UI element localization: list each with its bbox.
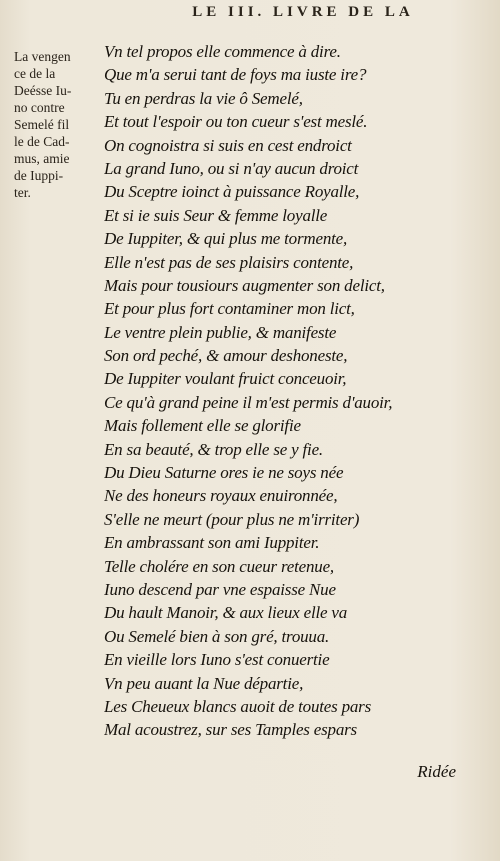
verse-line: De Iuppiter, & qui plus me tormente,: [104, 229, 348, 249]
margin-note-line: ter.: [14, 185, 31, 200]
verse-line: Mais follement elle se glorifie: [104, 416, 301, 436]
verse-line: Ne des honeurs royaux enuironnée,: [104, 486, 338, 506]
verse-line: En sa beauté, & trop elle se y fie.: [104, 439, 323, 459]
verse-line: Les Cheueux blancs auoit de toutes pars: [104, 696, 372, 716]
verse-line: Du Sceptre ioinct à puissance Royalle,: [104, 182, 360, 202]
verse-line: On cognoistra si suis en cest endroict: [104, 135, 352, 155]
verse-line: S'elle ne meurt (pour plus ne m'irriter): [104, 509, 360, 529]
verse-line: En vieille lors Iuno s'est conuertie: [104, 650, 330, 670]
verse-line: Elle n'est pas de ses plaisirs contente,: [104, 252, 354, 272]
margin-note-line: mus, amie: [14, 151, 70, 166]
margin-note-line: de Iuppi-: [14, 168, 64, 183]
verse-line: La grand Iuno, ou si n'ay aucun droict: [104, 158, 359, 178]
margin-note-line: Deésse Iu-: [14, 83, 72, 98]
verse-line: Vn peu auant la Nue départie,: [104, 673, 304, 693]
margin-note-line: La vengen: [14, 49, 71, 64]
verse-block: [104, 40, 496, 742]
verse-line: Vn tel propos elle commence à dire.: [104, 42, 341, 61]
running-head: LE III. LIVRE DE LA: [192, 4, 414, 20]
verse-line: Telle cholére en son cueur retenue,: [104, 556, 334, 576]
verse-line: Son ord peché, & amour deshoneste,: [104, 346, 348, 366]
verse-line: Le ventre plein publie, & manifeste: [104, 322, 337, 342]
margin-note: [14, 48, 100, 201]
margin-note-line: no contre: [14, 100, 65, 115]
verse-line: De Iuppiter voulant fruict conceuoir,: [104, 369, 347, 389]
verse-line: Mais pour tousiours augmenter son delict,: [104, 275, 385, 295]
verse-line: Tu en perdras la vie ô Semelé,: [104, 88, 303, 108]
verse-line: Ou Semelé bien à son gré, trouua.: [104, 626, 330, 646]
verse-line: Mal acoustrez, sur ses Tamples espars: [104, 720, 357, 740]
margin-note-line: le de Cad-: [14, 134, 70, 149]
verse-line: Et si ie suis Seur & femme loyalle: [104, 205, 328, 225]
verse-line: Du Dieu Saturne ores ie ne soys née: [104, 463, 344, 483]
verse-line: Et tout l'espoir ou ton cueur s'est meslé.: [104, 112, 368, 132]
verse-line: Iuno descend par vne espaisse Nue: [104, 579, 336, 599]
catchword: Ridée: [417, 762, 456, 781]
margin-note-line: Semelé fil: [14, 117, 70, 132]
verse-line: Ce qu'à grand peine il m'est permis d'auoir,: [104, 392, 393, 412]
margin-note-line: ce de la: [14, 66, 56, 81]
verse-line: Du hault Manoir, & aux lieux elle va: [104, 603, 348, 623]
verse-line: Et pour plus fort contaminer mon lict,: [104, 299, 355, 319]
verse-line: Que m'a serui tant de foys ma iuste ire?: [104, 65, 367, 85]
verse-line: En ambrassant son ami Iuppiter.: [104, 533, 320, 553]
